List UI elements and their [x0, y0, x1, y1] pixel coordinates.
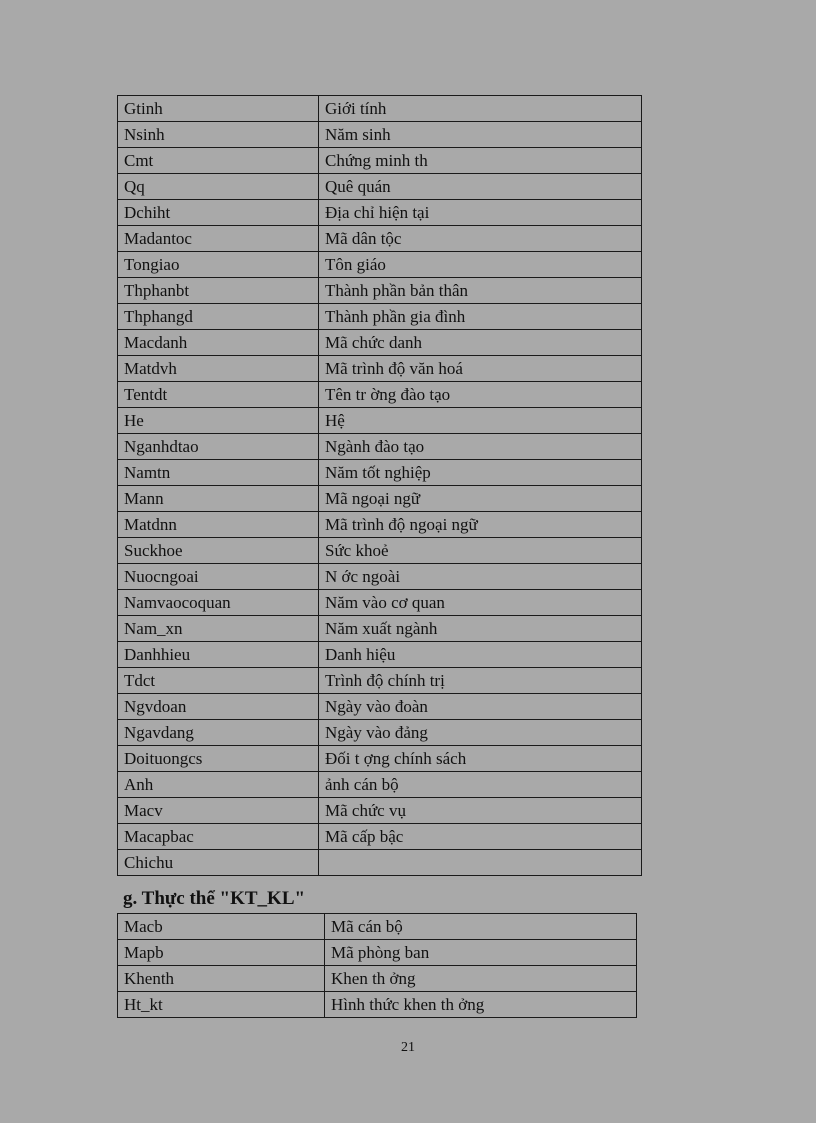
field-description-cell: Năm tốt nghiệp — [319, 460, 642, 486]
field-description-cell: Tôn giáo — [319, 252, 642, 278]
field-description-cell: Năm sinh — [319, 122, 642, 148]
table-row — [118, 512, 642, 538]
table-row — [118, 304, 642, 330]
table-row — [118, 668, 642, 694]
field-code-cell: Ht_kt — [118, 992, 325, 1018]
table-row — [118, 460, 642, 486]
field-description-cell: Năm vào cơ quan — [319, 590, 642, 616]
field-table-main-body — [118, 96, 642, 876]
field-code-cell: Madantoc — [118, 226, 319, 252]
field-code-cell: Danhhieu — [118, 642, 319, 668]
field-description-cell: Chứng minh th — [319, 148, 642, 174]
field-code-cell: Anh — [118, 772, 319, 798]
field-code-cell: Matdvh — [118, 356, 319, 382]
table-row — [118, 590, 642, 616]
field-code-cell: Tongiao — [118, 252, 319, 278]
table-row — [118, 330, 642, 356]
field-code-cell: Thphanbt — [118, 278, 319, 304]
field-code-cell: Matdnn — [118, 512, 319, 538]
field-description-cell: Trình độ chính trị — [319, 668, 642, 694]
table-row — [118, 914, 637, 940]
field-code-cell: Mann — [118, 486, 319, 512]
table-row — [118, 746, 642, 772]
table-row — [118, 382, 642, 408]
field-description-cell: Danh hiệu — [319, 642, 642, 668]
field-description-cell: Ngành đào tạo — [319, 434, 642, 460]
table-row — [118, 486, 642, 512]
table-row — [118, 940, 637, 966]
field-description-cell: Quê quán — [319, 174, 642, 200]
field-description-cell: Năm xuất ngành — [319, 616, 642, 642]
field-code-cell: Namtn — [118, 460, 319, 486]
table-row — [118, 200, 642, 226]
field-code-cell: Doituongcs — [118, 746, 319, 772]
field-code-cell: Namvaocoquan — [118, 590, 319, 616]
field-code-cell: Cmt — [118, 148, 319, 174]
field-code-cell: Nuocngoai — [118, 564, 319, 590]
field-description-cell: Địa chỉ hiện tại — [319, 200, 642, 226]
page-number: 21 — [401, 1040, 415, 1055]
field-code-cell: Macv — [118, 798, 319, 824]
table-row — [118, 642, 642, 668]
field-description-cell: Mã cấp bậc — [319, 824, 642, 850]
field-description-cell: Mã phòng ban — [325, 940, 637, 966]
table-row — [118, 252, 642, 278]
field-code-cell: Gtinh — [118, 96, 319, 122]
table-row — [118, 122, 642, 148]
field-code-cell: Dchiht — [118, 200, 319, 226]
field-code-cell: Khenth — [118, 966, 325, 992]
table-row — [118, 148, 642, 174]
table-row — [118, 226, 642, 252]
field-description-cell: Thành phần bản thân — [319, 278, 642, 304]
field-code-cell: He — [118, 408, 319, 434]
field-description-cell: Sức khoẻ — [319, 538, 642, 564]
field-description-cell: Mã chức danh — [319, 330, 642, 356]
field-code-cell: Nsinh — [118, 122, 319, 148]
table-row — [118, 694, 642, 720]
table-row — [118, 966, 637, 992]
field-description-cell: Mã ngoại ngữ — [319, 486, 642, 512]
field-code-cell: Ngvdoan — [118, 694, 319, 720]
field-code-cell: Ngavdang — [118, 720, 319, 746]
field-description-cell: Tên tr ờng đào tạo — [319, 382, 642, 408]
table-row — [118, 96, 642, 122]
field-description-cell: Mã dân tộc — [319, 226, 642, 252]
field-description-cell: ảnh cán bộ — [319, 772, 642, 798]
field-description-cell: Mã cán bộ — [325, 914, 637, 940]
field-table-kt-kl — [117, 913, 637, 1018]
field-description-cell: N ớc ngoài — [319, 564, 642, 590]
field-description-cell: Đối t ợng chính sách — [319, 746, 642, 772]
field-code-cell: Chichu — [118, 850, 319, 876]
field-code-cell: Tdct — [118, 668, 319, 694]
table-row — [118, 850, 642, 876]
field-description-cell: Ngày vào đoàn — [319, 694, 642, 720]
section-heading: g. Thực thể "KT_KL" — [123, 888, 306, 909]
table-row — [118, 538, 642, 564]
field-description-cell: Hệ — [319, 408, 642, 434]
field-description-cell — [319, 850, 642, 876]
field-table-main — [117, 95, 642, 876]
field-code-cell: Macb — [118, 914, 325, 940]
field-code-cell: Mapb — [118, 940, 325, 966]
field-code-cell: Nam_xn — [118, 616, 319, 642]
field-code-cell: Thphangd — [118, 304, 319, 330]
field-code-cell: Macapbac — [118, 824, 319, 850]
field-table-kt-kl-body — [118, 914, 637, 1018]
table-row — [118, 824, 642, 850]
field-description-cell: Ngày vào đảng — [319, 720, 642, 746]
field-code-cell: Macdanh — [118, 330, 319, 356]
table-row — [118, 772, 642, 798]
field-description-cell: Khen th ởng — [325, 966, 637, 992]
field-description-cell: Mã trình độ văn hoá — [319, 356, 642, 382]
field-description-cell: Hình thức khen th ởng — [325, 992, 637, 1018]
field-description-cell: Giới tính — [319, 96, 642, 122]
field-code-cell: Suckhoe — [118, 538, 319, 564]
field-description-cell: Mã chức vụ — [319, 798, 642, 824]
table-row — [118, 616, 642, 642]
field-description-cell: Mã trình độ ngoại ngữ — [319, 512, 642, 538]
field-code-cell: Qq — [118, 174, 319, 200]
table-row — [118, 356, 642, 382]
table-row — [118, 174, 642, 200]
table-row — [118, 798, 642, 824]
table-row — [118, 434, 642, 460]
table-row — [118, 278, 642, 304]
table-row — [118, 408, 642, 434]
table-row — [118, 720, 642, 746]
field-description-cell: Thành phần gia đình — [319, 304, 642, 330]
field-code-cell: Tentdt — [118, 382, 319, 408]
table-row — [118, 992, 637, 1018]
table-row — [118, 564, 642, 590]
field-code-cell: Nganhdtao — [118, 434, 319, 460]
